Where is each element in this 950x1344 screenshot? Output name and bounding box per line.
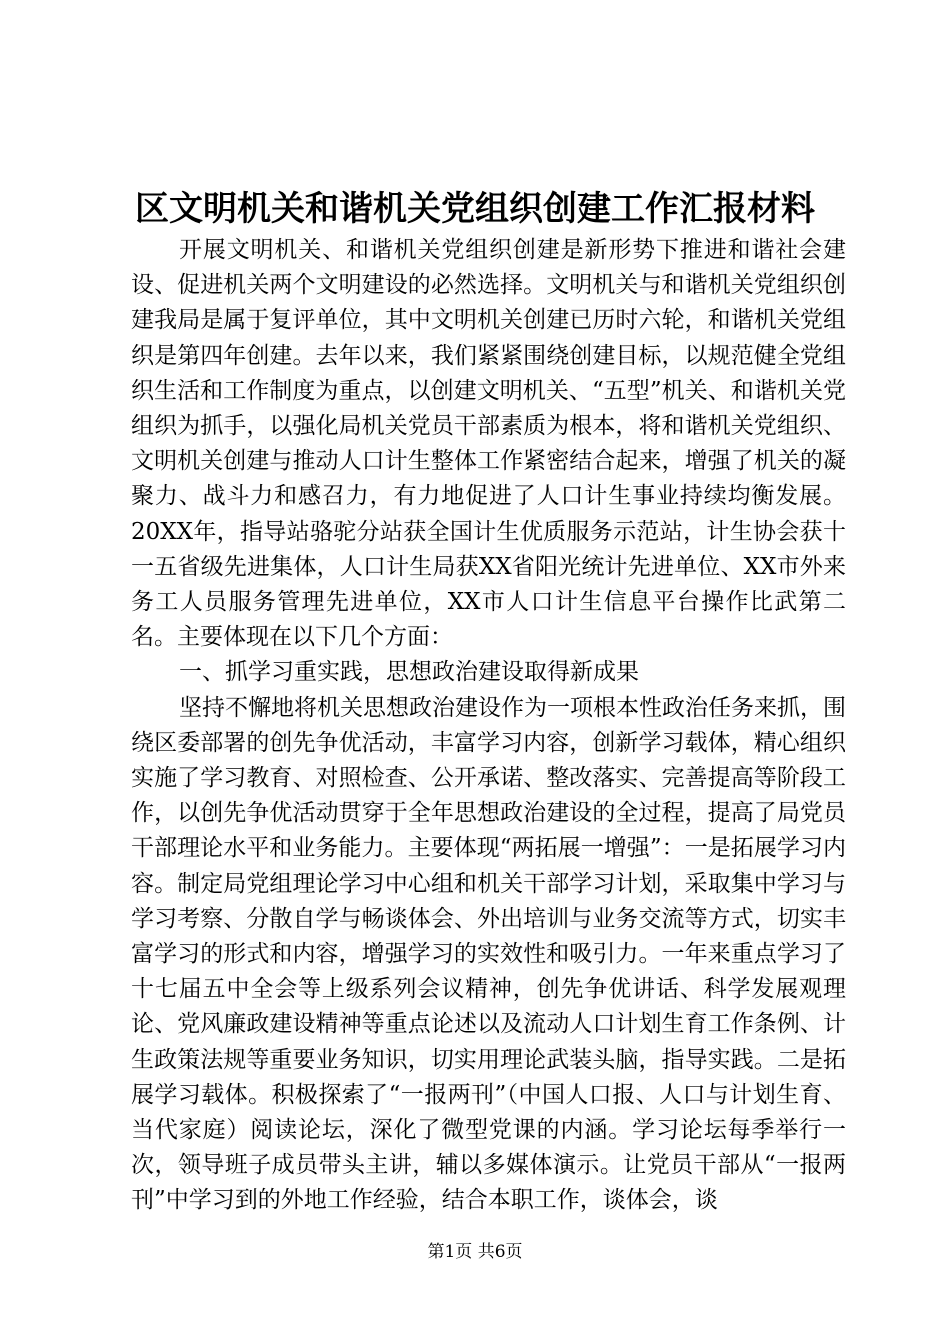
document-title: 区文明机关和谐机关党组织创建工作汇报材料 — [135, 189, 815, 229]
page-footer: 第1页 共6页 — [427, 1242, 523, 1262]
section-heading-1: 一、抓学习重实践，思想政治建设取得新成果 — [179, 659, 639, 686]
paragraph-section-1: 坚持不懈地将机关思想政治建设作为一项根本性政治任务来抓，围绕区委部署的创先争优活动，丰富学习内容，创新学习载体，精心组织实施了学习教育、对照检查、公开承诺、整改落实、完善提高等阶段工作，以创先争优活动贯穿于全年思想政治建设的全过程，提高了局党员干部理论水平和业务能力。主要体现“两拓展一增强”：一是拓展学习内容。制定局党组理论学习中心组和机关干部学习计划，采取集中学习与学习考察、分散自学与畅谈体会、外出培训与业务交流等方式，切实丰富学习的形式和内容，增强学习的实效性和吸引力。一年来重点学习了十七届五中全会等上级系列会议精神，创先争优讲话、科学发展观理论、党风廉政建设精神等重点论述以及流动人口计划生育工作条例、计生政策法规等重要业务知识，切实用理论武装头脑，指导实践。二是拓展学习载体。积极探索了“一报两刊”（中国人口报、人口与计划生育、当代家庭）阅读论坛，深化了微型党课的内涵。学习论坛每季举行一次，领导班子成员带头主讲，辅以多媒体演示。让党员干部从“一报两刊”中学习到的外地工作经验，结合本职工作，谈体会，谈 — [131, 694, 846, 1214]
document-body — [131, 233, 846, 1219]
paragraph-intro: 开展文明机关、和谐机关党组织创建是新形势下推进和谐社会建设、促进机关两个文明建设的必然选择。文明机关与和谐机关党组织创建我局是属于复评单位，其中文明机关创建已历时六轮，和谐机关党组织是第四年创建。去年以来，我们紧紧围绕创建目标，以规范健全党组织生活和工作制度为重点，以创建文明机关、“五型”机关、和谐机关党组织为抓手，以强化局机关党员干部素质为根本，将和谐机关党组织、文明机关创建与推动人口计生整体工作紧密结合起来，增强了机关的凝聚力、战斗力和感召力，有力地促进了人口计生事业持续均衡发展。20XX年，指导站骆驼分站获全国计生优质服务示范站，计生协会获十一五省级先进集体，人口计生局获XX省阳光统计先进单位、XX市外来务工人员服务管理先进单位，XX市人口计生信息平台操作比武第二名。主要体现在以下几个方面： — [131, 237, 846, 651]
